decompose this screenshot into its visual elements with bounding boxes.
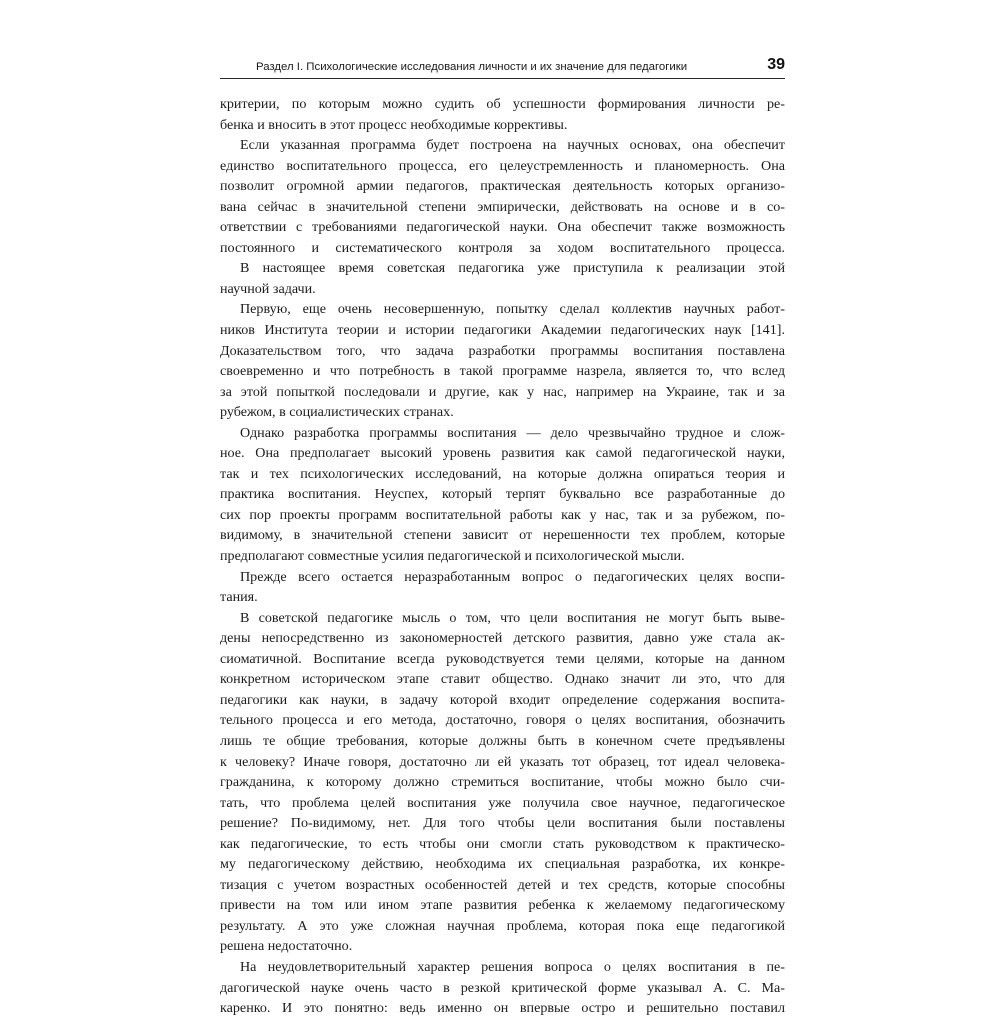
text-line: лишь те общие требования, которые должны быть в конечном счете предъявлены [220, 732, 785, 749]
text-line: Прежде всего остается неразработанным вопрос о педагогических целях воспи- [240, 568, 785, 585]
text-line: решение? По-видимому, нет. Для того чтобы цели воспитания были поставлены [220, 815, 785, 832]
text-line: тизация с учетом возрастных особенностей детей и тех средств, которые способны [220, 876, 785, 893]
text-line: своевременно и что потребность в такой программе назрела, является то, что вслед [220, 363, 785, 380]
text-line: му педагогическому действию, необходима их специальная разработка, их конкре- [220, 856, 785, 873]
text-line: ников Института теории и истории педагогики Академии педагогических наук [141]. [220, 322, 785, 339]
text-line: сиоматичной. Воспитание всегда руководствуется теми целями, которые на данном [220, 650, 785, 667]
text-line: ное. Она предполагает высокий уровень развития как самой педагогической науки, [220, 445, 785, 462]
text-line: тать, что проблема целей воспитания уже получила свое научное, педагогическое [220, 794, 785, 811]
text-line: дагогической науке очень часто в резкой критической форме указывал А. С. Ма- [220, 979, 785, 996]
text-line: В настоящее время советская педагогика уже приступила к реализации этой [240, 260, 785, 277]
text-line: за этой попыткой последовали и другие, как у нас, например на Украине, так и за [220, 383, 785, 400]
text-line: бенка и вносить в этот процесс необходимые коррективы. [220, 116, 568, 133]
text-line: Первую, еще очень несовершенную, попытку сделал коллектив научных работ- [240, 301, 785, 318]
text-line: научной задачи. [220, 280, 316, 297]
text-line: В советской педагогике мысль о том, что цели воспитания не могут быть выве- [240, 609, 785, 626]
text-line: педагогики как науки, в задачу которой входит определение содержания воспита- [220, 691, 785, 708]
text-line: ответствии с требованиями педагогической науки. Она обеспечит также возможность [220, 219, 785, 236]
text-line: тельного процесса и его метода, достаточно, говоря о целях воспитания, обозначить [220, 712, 785, 729]
text-line: видимому, в значительной степени зависит от нерешенности тех проблем, которые [220, 527, 785, 544]
text-line: Если указанная программа будет построена на научных основах, она обеспечит [240, 137, 785, 154]
text-line: единство воспитательного процесса, его целеустремленность и планомерность. Она [220, 157, 785, 174]
book-page [220, 56, 785, 1017]
text-line: дены непосредственно из закономерностей детского развития, давно уже стала ак- [220, 630, 785, 647]
text-line: решена недостаточно. [220, 938, 353, 955]
text-line: Однако разработка программы воспитания — дело чрезвычайно трудное и слож- [240, 424, 785, 441]
text-line: позволит огромной армии педагогов, практическая деятельность которых организо- [220, 178, 785, 195]
text-line: привести на том или ином этапе развития ребенка к желаемому педагогическому [220, 897, 785, 914]
body-text [220, 94, 785, 1019]
text-line: так и тех психологических исследований, на которые должна опираться теория и [220, 465, 785, 482]
text-line: конкретном историческом этапе ставит общество. Однако значит ли это, что для [220, 671, 785, 688]
page-number: 39 [767, 56, 785, 73]
text-line: вана сейчас в значительной степени эмпирически, действовать на основе и в со- [220, 198, 785, 215]
text-line: тания. [220, 589, 258, 606]
text-line: На неудовлетворительный характер решения вопроса о целях воспитания в пе- [240, 958, 785, 975]
text-line: к человеку? Иначе говоря, достаточно ли ей указать тот образец, тот идеал человека- [220, 753, 785, 770]
text-line: практика воспитания. Неуспех, который терпят буквально все разработанные до [220, 486, 785, 503]
running-header [220, 56, 785, 79]
text-line: каренко. И это понятно: ведь именно он впервые остро и решительно поставил [220, 1000, 785, 1017]
text-line: предполагают совместные усилия педагогической и психологической мысли. [220, 548, 685, 565]
text-line: Доказательством того, что задача разработки программы воспитания поставлена [220, 342, 785, 359]
text-line: сих пор проекты программ воспитательной работы как у нас, так и за рубежом, по- [220, 506, 785, 523]
text-line: рубежом, в социалистических странах. [220, 404, 454, 421]
text-line: критерии, по которым можно судить об успешности формирования личности ре- [220, 96, 785, 112]
text-line: результату. А это уже сложная научная проблема, которая пока еще педагогикой [220, 917, 785, 934]
text-line: постоянного и систематического контроля за ходом воспитательного процесса. [220, 239, 785, 256]
running-title: Раздел I. Психологические исследования личности и их значение для педагогики [256, 61, 688, 73]
text-line: гражданина, к которому должно стремиться воспитание, чтобы можно было счи- [220, 774, 785, 791]
text-line: как педагогические, то есть чтобы они смогли стать руководством к практическо- [220, 835, 785, 852]
